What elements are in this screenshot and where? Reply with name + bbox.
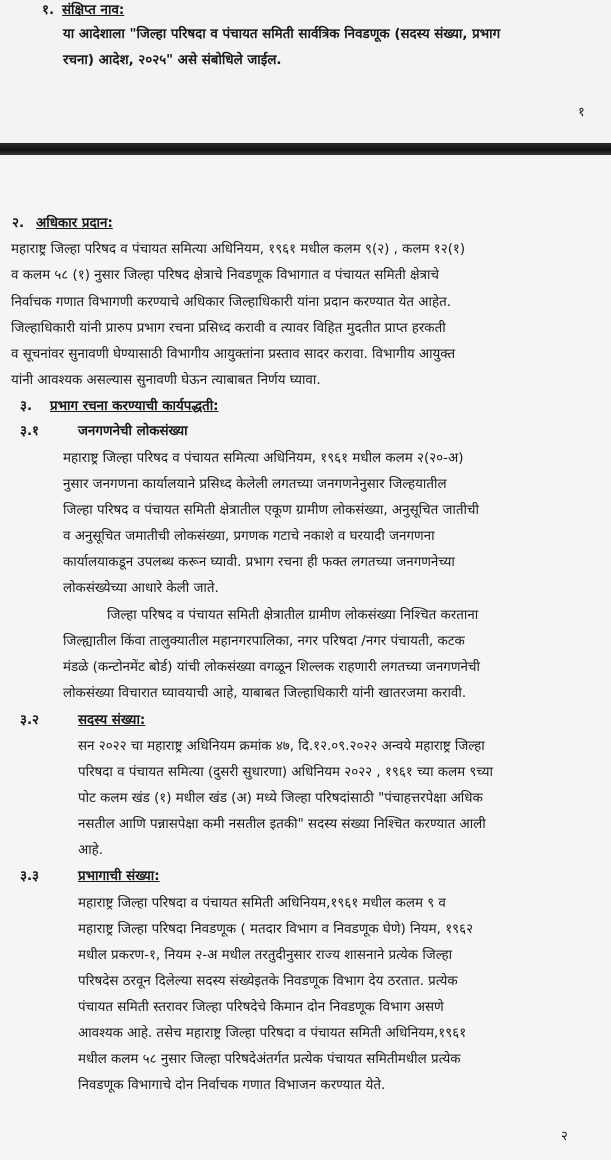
page-number: २ (561, 1129, 568, 1144)
subsection-3-1-line: नुसार जनगणना कार्यालयाने प्रसिध्द केलेली लगतच्या जनगणनेनुसार जिल्हयातील (63, 477, 447, 492)
section-2-line: महाराष्ट्र जिल्हा परिषद व पंचायत समित्या अधिनियम, १९६१ मधील कलम ९(२) , कलम १२(१) (11, 242, 466, 257)
subsection-3-3-line: मधील कलम ५८ नुसार जिल्हा परिषदेअंतर्गत प्रत्येक पंचायत समितीमधील प्रत्येक (78, 1052, 461, 1067)
section-3-heading: प्रभाग रचना करण्याची कार्यपद्धती: (50, 399, 219, 414)
subsection-3-1-line: कार्यालयाकडून उपलब्ध करून घ्यावी. प्रभाग रचना ही फक्त लगतच्या जनगणनेच्या (63, 555, 455, 570)
subsection-3-3-line: मधील प्रकरण-१, नियम २-अ मधील तरतुदीनुसार राज्य शासनाने प्रत्येक जिल्हा (78, 948, 453, 963)
subsection-3-1-line: जिल्ह्यातील किंवा तालुक्यातील महानगरपालिका, नगर परिषदा /नगर पंचायती, कटक (63, 634, 465, 649)
subsection-3-3-line: महाराष्ट्र जिल्हा परिषदा व पंचायत समिती अधिनियम,१९६१ मधील कलम ९ व (78, 896, 446, 911)
subsection-3-1-line: मंडळे (कन्टोनमेंट बोर्ड) यांची लोकसंख्या वगळून शिल्लक राहणारी लगतच्या जनगणनेची (63, 660, 480, 675)
page-separator (0, 143, 611, 155)
document-page-1 (0, 0, 611, 143)
subsection-3-2-line: सन २०२२ चा महाराष्ट्र अधिनियम क्रमांक ४७, दि.१२.०९.२०२२ अन्वये महाराष्ट्र जिल्हा (78, 739, 485, 754)
subsection-3-3-number: ३.३ (20, 869, 40, 884)
section-2-heading: अधिकार प्रदान: (36, 216, 113, 231)
section-2-line: यांनी आवश्यक असल्यास सुनावणी घेऊन त्याबाबत निर्णय घ्यावा. (11, 373, 321, 388)
subsection-3-1-line: लोकसंख्या विचारात घ्यावयाची आहे, याबाबत जिल्हाधिकारी यांनी खातरजमा करावी. (63, 686, 467, 701)
document-page-2 (0, 155, 611, 1160)
subsection-3-1-title: जनगणनेची लोकसंख्या (78, 424, 188, 439)
subsection-3-3-line: पंचायत समिती स्तरावर जिल्हा परिषदेचे किमान दोन निवडणूक विभाग असणे (78, 1000, 444, 1015)
subsection-3-3-line: निवडणूक विभागाचे दोन निर्वाचक गणात विभाजन करण्यात येते. (78, 1078, 386, 1093)
section-2-line: व सूचनांवर सुनावणी घेण्यासाठी विभागीय आयुक्तांना प्रस्ताव सादर करावा. विभागीय आयुक्त (11, 347, 456, 362)
section-2-line: निर्वाचक गणात विभागणी करण्याचे अधिकार जिल्हाधिकारी यांना प्रदान करण्यात येत आहेत. (11, 295, 451, 310)
subsection-3-1-line: व अनुसूचित जमातीची लोकसंख्या, प्रगणक गटाचे नकाशे व घरयादी जनगणना (63, 529, 435, 544)
subsection-3-2-line: आहे. (78, 843, 104, 858)
section-2-line: व कलम ५८ (१) नुसार जिल्हा परिषद क्षेत्राचे निवडणूक विभागात व पंचायत समिती क्षेत्राचे (11, 268, 439, 283)
subsection-3-2-line: पोट कलम खंड (१) मधील खंड (अ) मध्ये जिल्हा परिषदांसाठी "पंचाहत्तरपेक्षा अधिक (78, 791, 483, 806)
section-2-number: २. (12, 216, 25, 231)
section-3-number: ३. (20, 399, 33, 414)
section-1-heading: संक्षिप्त नाव: (62, 3, 125, 18)
section-2-line: जिल्हाधिकारी यांनी प्रारुप प्रभाग रचना प्रसिध्द करावी व त्यावर विहित मुदतीत प्राप्त हरकती (11, 321, 446, 336)
subsection-3-1-line: जिल्हा परिषद व पंचायत समिती क्षेत्रातील एकूण ग्रामीण लोकसंख्या, अनुसूचित जातीची (63, 503, 479, 518)
subsection-3-3-line: महाराष्ट्र जिल्हा परिषदा निवडणूक ( मतदार विभाग व निवडणूक घेणे) नियम, १९६२ (78, 922, 474, 937)
section-1-line: या आदेशाला "जिल्हा परिषदा व पंचायत समिती सार्वत्रिक निवडणूक (सदस्य संख्या, प्रभाग (63, 27, 501, 42)
subsection-3-3-title: प्रभागाची संख्या: (78, 869, 160, 884)
subsection-3-3-line: आवश्यक आहे. तसेच महाराष्ट्र जिल्हा परिषदा व पंचायत समिती अधिनियम,१९६१ (78, 1026, 467, 1041)
subsection-3-3-line: परिषदेस ठरवून दिलेल्या सदस्य संख्येइतके निवडणूक विभाग देय ठरतात. प्रत्येक (78, 974, 458, 989)
section-1-number: १. (42, 3, 55, 18)
subsection-3-2-line: नसतील आणि पन्नासपेक्षा कमी नसतील इतकी" सदस्य संख्या निश्चित करण्यात आली (78, 817, 486, 832)
subsection-3-1-line: महाराष्ट्र जिल्हा परिषद व पंचायत समित्या अधिनियम, १९६१ मधील कलम २(२०-अ) (63, 451, 464, 466)
subsection-3-2-line: परिषदा व पंचायत समित्या (दुसरी सुधारणा) अधिनियम २०२२ , १९६१ च्या कलम ९च्या (78, 765, 493, 780)
page-number: १ (578, 105, 585, 120)
subsection-3-1-line: जिल्हा परिषद व पंचायत समिती क्षेत्रातील ग्रामीण लोकसंख्या निश्चित करताना (107, 608, 479, 623)
subsection-3-2-title: सदस्य संख्या: (78, 713, 146, 728)
subsection-3-1-line: लोकसंख्येच्या आधारे केली जाते. (63, 581, 219, 596)
section-1-line: रचना) आदेश, २०२५" असे संबोधिले जाईल. (63, 53, 282, 68)
subsection-3-1-number: ३.१ (20, 424, 40, 439)
subsection-3-2-number: ३.२ (20, 713, 40, 728)
